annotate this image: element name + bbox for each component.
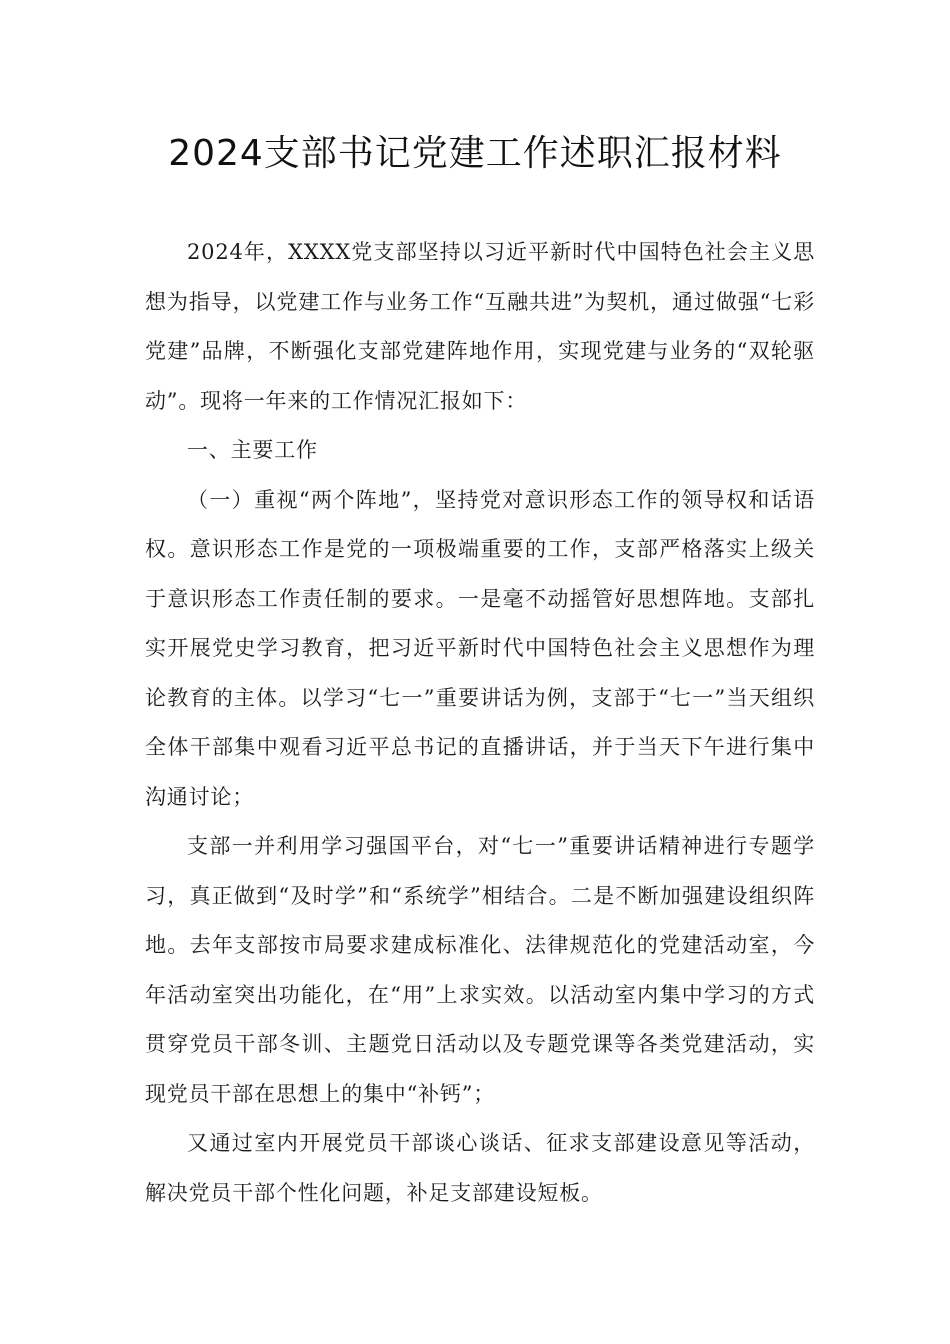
paragraph-two-positions: （一）重视“两个阵地”，坚持党对意识形态工作的领导权和话语权。意识形态工作是党的一项极端重要的工作，支部严格落实上级关于意识形态工作责任制的要求。一是毫不动摇管好思想阵地。支部扎实开展党史学习教育，把习近平新时代中国特色社会主义思想作为理论教育的主体。以学习“七一”重要讲话为例，支部于“七一”当天组织全体干部集中观看习近平总书记的直播讲话，并于当天下午进行集中沟通讨论； <box>145 487 815 809</box>
section-heading-main-work: 一、主要工作 <box>187 438 318 462</box>
document-title: 2024支部书记党建工作述职汇报材料 <box>168 133 782 174</box>
paragraph-heart-talks: 又通过室内开展党员干部谈心谈话、征求支部建设意见等活动，解决党员干部个性化问题，补足支部建设短板。 <box>145 1131 815 1205</box>
document-body <box>145 228 815 1218</box>
paragraph-study-platform: 支部一并利用学习强国平台，对“七一”重要讲话精神进行专题学习，真正做到“及时学”和“系统学”相结合。二是不断加强建设组织阵地。去年支部按市局要求建成标准化、法律规范化的党建活动室，今年活动室突出功能化，在“用”上求实效。以活动室内集中学习的方式贯穿党员干部冬训、主题党日活动以及专题党课等各类党建活动，实现党员干部在思想上的集中“补钙”； <box>145 834 815 1106</box>
paragraph-intro: 2024年，XXXX党支部坚持以习近平新时代中国特色社会主义思想为指导，以党建工作与业务工作“互融共进”为契机，通过做强“七彩党建”品牌，不断强化支部党建阵地作用，实现党建与业务的“双轮驱动”。现将一年来的工作情况汇报如下： <box>145 240 815 413</box>
